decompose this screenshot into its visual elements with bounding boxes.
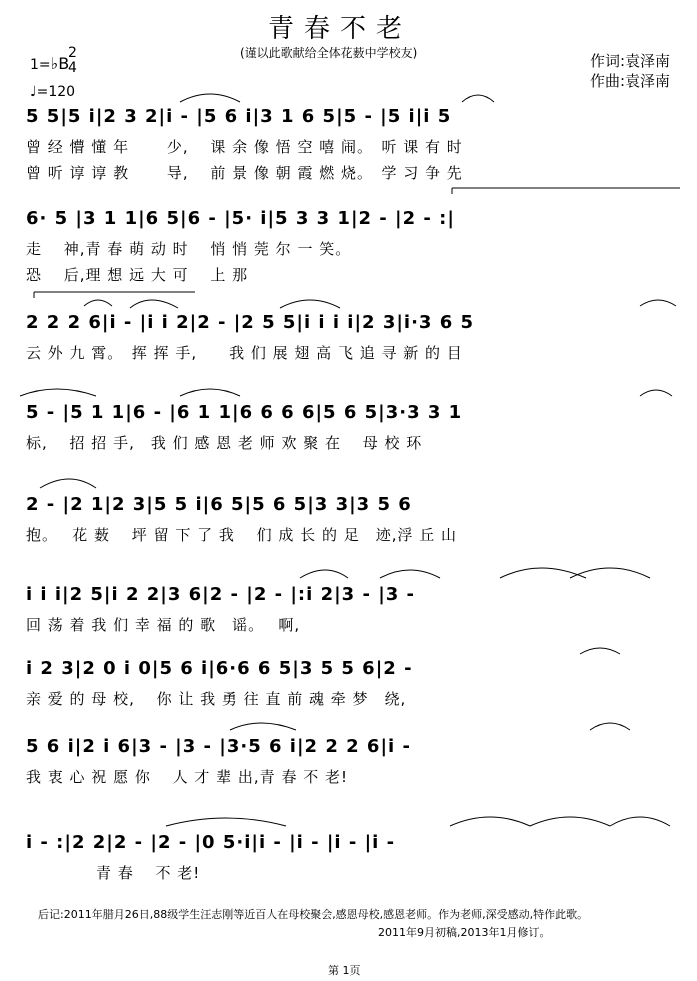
slur xyxy=(610,817,670,826)
notation-line-9: i - :|2 2|2 - |2 - |0 5·i|i - |i - |i - |i - xyxy=(26,832,396,853)
volta-bracket-1 xyxy=(452,188,680,194)
lyric-line-2a: 走 神,青 春 萌 动 时 悄 悄 莞 尔 一 笑。 xyxy=(26,240,352,258)
lyricist-credit: 作词:袁泽南 xyxy=(590,52,671,70)
lyric-line-2b: 恐 后,理 想 远 大 可 上 那 xyxy=(26,266,249,284)
slur xyxy=(180,94,240,102)
notation-line-2: 6· 5 |3 1 1|6 5|6 - |5· i|5 3 3 1|2 - |2 - :| xyxy=(26,208,455,229)
slur xyxy=(300,570,348,578)
volta-bracket-2 xyxy=(34,292,195,298)
revision-dates: 2011年9月初稿,2013年1月修订。 xyxy=(378,926,551,939)
dedication-subtitle: (谨以此歌献给全体花薮中学校友) xyxy=(240,46,418,60)
notation-line-5: 2 - |2 1|2 3|5 5 i|6 5|5 6 5|3 3|3 5 6 xyxy=(26,494,412,515)
lyric-line-8: 我 衷 心 祝 愿 你 人 才 辈 出,青 春 不 老! xyxy=(26,768,348,786)
notation-line-6: i i i|2 5|i 2 2|3 6|2 - |2 - |:i 2|3 - |3 - xyxy=(26,584,416,605)
key-flat: ♭B xyxy=(50,54,70,73)
lyric-line-4: 标, 招 招 手, 我 们 感 恩 老 师 欢 聚 在 母 校 环 xyxy=(26,434,423,452)
tempo-value: =120 xyxy=(36,84,76,100)
afterword: 后记:2011年腊月26日,88级学生汪志刚等近百人在母校聚会,感恩母校,感恩老师。作为老师,深受感动,特作此歌。 xyxy=(38,908,589,921)
slur xyxy=(640,300,676,306)
lyric-line-5: 抱。 花 薮 坪 留 下 了 我 们 成 长 的 足 迹,浮 丘 山 xyxy=(26,526,458,544)
slur xyxy=(580,648,620,654)
notation-line-4: 5 - |5 1 1|6 - |6 1 1|6 6 6 6|5 6 5|3·3 3 1 xyxy=(26,402,463,423)
notation-line-7: i 2 3|2 0 i 0|5 6 i|6·6 6 5|3 5 5 6|2 - xyxy=(26,658,413,679)
time-top: 2 xyxy=(68,45,77,61)
slur xyxy=(280,300,340,308)
lyric-line-1b: 曾 听 谆 谆 教 导, 前 景 像 朝 霞 燃 烧。 学 习 争 先 xyxy=(26,164,463,182)
slur xyxy=(40,479,96,488)
lyric-line-3: 云 外 九 霄。 挥 挥 手, 我 们 展 翅 高 飞 追 寻 新 的 目 xyxy=(26,344,463,362)
slur xyxy=(640,390,672,396)
composer-credit: 作曲:袁泽南 xyxy=(590,72,671,90)
notation-line-3: 2 2 2 6|i - |i i 2|2 - |2 5 5|i i i i|2 3|i·3 6 5 xyxy=(26,312,475,333)
key-label: 1= xyxy=(30,57,51,73)
slur xyxy=(590,723,630,730)
slur xyxy=(180,389,240,396)
slur xyxy=(20,389,96,396)
lyric-line-9: 青 春 不 老! xyxy=(96,864,201,882)
slur xyxy=(462,95,494,102)
lyric-line-7: 亲 爱 的 母 校, 你 让 我 勇 往 直 前 魂 牵 梦 绕, xyxy=(26,690,407,708)
page-number: 第 1页 xyxy=(328,964,361,977)
slur xyxy=(380,570,440,578)
notation-line-8: 5 6 i|2 i 6|3 - |3 - |3·5 6 i|2 2 2 6|i - xyxy=(26,736,411,757)
lyric-line-1a: 曾 经 懵 懂 年 少, 课 余 像 悟 空 嘻 闹。 听 课 有 时 xyxy=(26,138,463,156)
quarter-note-icon: ♩ xyxy=(30,84,37,100)
slur xyxy=(166,818,286,826)
slur xyxy=(130,300,178,308)
song-title: 青春不老 xyxy=(268,14,413,44)
notation-line-1: 5 5|5 i|2 3 2|i - |5 6 i|3 1 6 5|5 - |5 i|i 5 xyxy=(26,106,452,127)
lyric-line-6: 回 荡 着 我 们 幸 福 的 歌 谣。 啊, xyxy=(26,616,301,634)
slur xyxy=(530,817,610,826)
slur xyxy=(84,300,112,306)
time-bottom: 4 xyxy=(68,60,77,76)
slur xyxy=(450,817,530,826)
slur xyxy=(230,723,296,730)
